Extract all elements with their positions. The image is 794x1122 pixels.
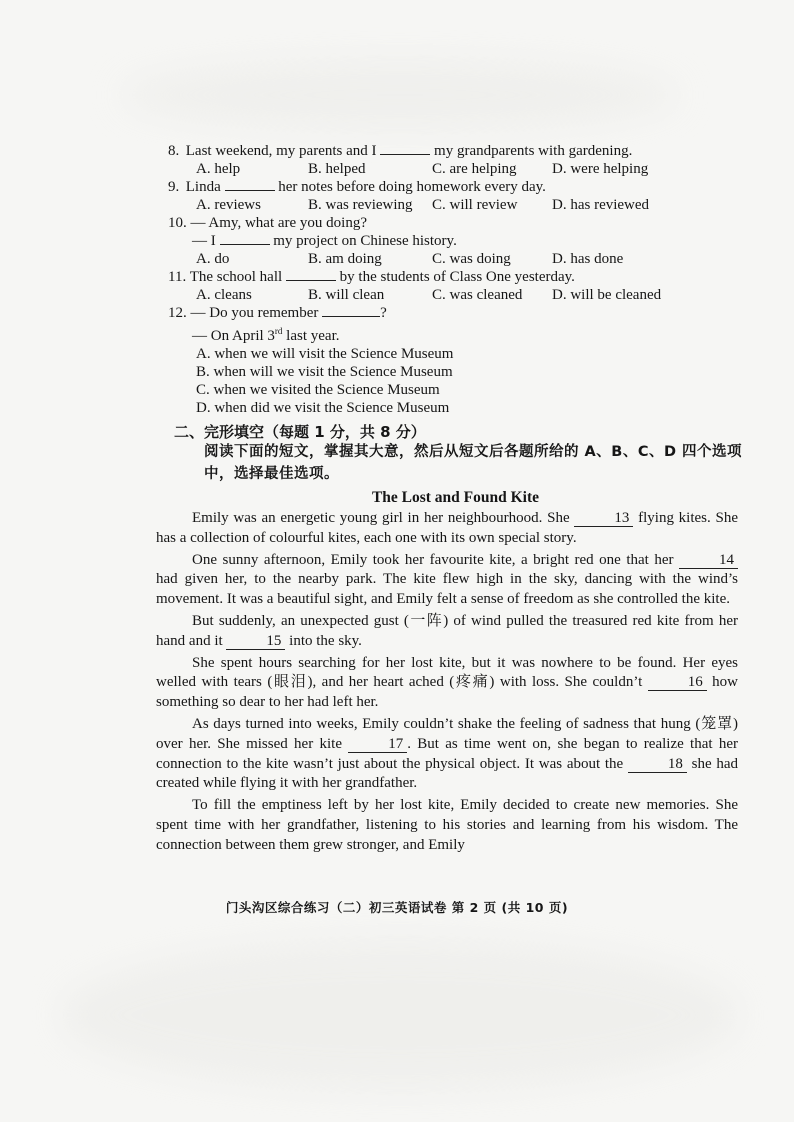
answer-blank (322, 304, 380, 317)
paragraph-4: She spent hours searching for her lost kite, but it was nowhere to be found. Her eyes welled with tears (眼泪), and her heart ached (疼痛) with loss. She couldn’t 16 how something so dear to her had left her. (156, 654, 738, 711)
question-12: 12. — Do you remember ? — On April 3rd last year. A. when we will visit the Science Museum B. when will we visit the Science Museum C. when we visited the Science Museum D. when did we visit the Science Museum (168, 304, 743, 417)
answer-blank (380, 142, 430, 155)
answer-blank (225, 178, 275, 191)
question-9: 9. Linda her notes before doing homework every day. A. reviews B. was reviewing C. will review D. has reviewed (168, 178, 743, 214)
options: A. cleans B. will clean C. was cleaned D. will be cleaned (196, 287, 662, 303)
answer-blank (286, 268, 336, 281)
question-10: 10. — Amy, what are you doing? — I my project on Chinese history. A. do B. am doing C. was doing D. has done (168, 214, 743, 268)
options: A. do B. am doing C. was doing D. has done (196, 251, 624, 267)
cloze-gap-18: 18 (628, 757, 687, 773)
scan-smudge (60, 940, 740, 1090)
paragraph-2: One sunny afternoon, Emily took her favourite kite, a bright red one that her 14 had given her, to the nearby park. The kite flew high in the sky, dancing with the wind’s movement. It was a beautiful sight, and Emily felt a sense of freedom as she controlled the kite. (156, 551, 738, 608)
page-footer: 门头沟区综合练习（二）初三英语试卷 第 2 页 (共 10 页) (225, 900, 569, 915)
cloze-gap-17: 17 (348, 737, 407, 753)
paragraph-1: Emily was an energetic young girl in her neighbourhood. She 13 flying kites. She has a collection of colourful kites, each one with its own special story. (156, 510, 738, 546)
cloze-gap-16: 16 (648, 675, 707, 691)
question-8: 8. Last weekend, my parents and I my grandparents with gardening. A. help B. helped C. are helping D. were helping (168, 142, 743, 178)
options: A. when we will visit the Science Museum B. when will we visit the Science Museum C. when we visited the Science Museum D. when did we visit the Science Museum (196, 346, 454, 416)
options: A. help B. helped C. are helping D. were helping (196, 161, 649, 177)
exam-content (156, 142, 743, 858)
options: A. reviews B. was reviewing C. will review D. has reviewed (196, 197, 650, 213)
cloze-passage (156, 509, 738, 856)
question-11: 11. The school hall by the students of Class One yesterday. A. cleans B. will clean C. was cleaned D. will be cleaned (168, 268, 743, 304)
paragraph-3: But suddenly, an unexpected gust (一阵) of wind pulled the treasured red kite from her hand and it 15 into the sky. (156, 612, 738, 649)
section-heading: 二、完形填空（每题 1 分，共 8 分） (174, 423, 426, 441)
paragraph-5: As days turned into weeks, Emily couldn’t shake the feeling of sadness that hung (笼罩) over her. She missed her kite 17 . But as time went on, she began to realize that her connection to the kite wasn’t just about the physical object. It was about the 18 she had created while flying it with her grandfather. (156, 715, 738, 792)
answer-blank (220, 232, 270, 245)
cloze-gap-13: 13 (574, 511, 633, 527)
cloze-gap-14: 14 (679, 553, 738, 569)
scan-smudge (120, 60, 680, 130)
paragraph-6: To fill the emptiness left by her lost kite, Emily decided to create new memories. She spent time with her grandfather, listening to his stories and learning from his wisdom. The connection between them grew stronger, and Emily (156, 797, 738, 853)
section-instruction: 阅读下面的短文，掌握其大意，然后从短文后各题所给的 A、B、C、D 四个选项中，选择最佳选项。 (204, 444, 743, 482)
cloze-gap-15: 15 (226, 634, 285, 650)
passage-title: The Lost and Found Kite (371, 489, 540, 506)
